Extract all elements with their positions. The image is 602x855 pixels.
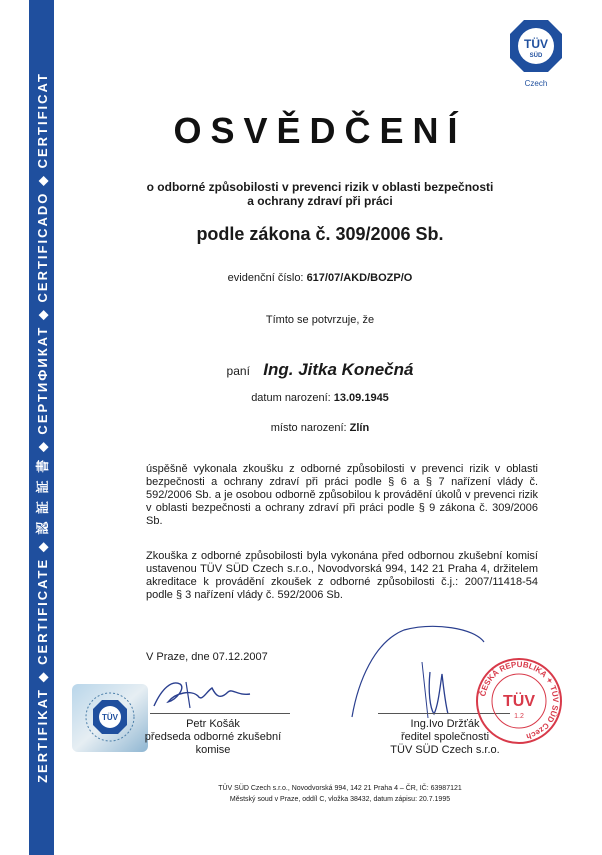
person-name: Ing. Jitka Konečná — [263, 360, 414, 379]
tuv-logo-icon — [508, 18, 564, 74]
certificate-title: OSVĚDČENÍ — [173, 110, 467, 151]
signatory-1-role-2: komise — [195, 744, 231, 756]
svg-text:TÜV: TÜV — [102, 713, 118, 722]
footer-registry: Městský soud v Praze, oddíl C, vložka 38432, datum zápisu: 20.7.1995 — [229, 796, 451, 803]
signatory-2-role: ředitel společnosti — [400, 731, 490, 743]
side-band-text: ZERTIFIKAT ◆ CERTIFICATE ◆ 認 証 証 書 ◆ СЕРТИФИКАТ ◆ CERTIFICADO ◆ CERTIFICAT — [35, 72, 50, 783]
signature-2-icon — [344, 622, 494, 722]
signatory-2-role-2: TÜV SÜD Czech s.r.o. — [390, 744, 500, 756]
subtitle-line-2: a ochrany zdraví při práci — [247, 194, 393, 208]
issue-date: V Praze, dne 07.12.2007 — [146, 651, 268, 663]
person-salutation: paní — [226, 364, 250, 378]
red-stamp-icon — [474, 656, 564, 746]
person — [60, 360, 580, 380]
signature-1-icon — [146, 674, 256, 714]
birth-date — [60, 392, 580, 404]
evidence-value: 617/07/AKD/BOZP/O — [306, 272, 413, 284]
logo-caption: Czech — [524, 79, 548, 88]
stamp-center: TÜV — [503, 693, 535, 710]
stamp-number: 1.2 — [514, 713, 524, 720]
stamp-ring-text: ČESKÁ REPUBLIKA ✦ TÜV SÜD Czech — [478, 659, 561, 742]
birth-label: datum narození: — [251, 392, 331, 404]
evidence-label: evidenční číslo: — [227, 272, 304, 284]
confirmation-text: Tímto se potvrzuje, že — [265, 314, 375, 326]
birth-value: 13.09.1945 — [333, 392, 389, 404]
logo-text: TÜV — [524, 37, 548, 51]
signatory-1 — [118, 718, 308, 757]
signatory-1-name: Petr Košák — [186, 718, 240, 730]
evidence-number — [60, 272, 580, 284]
signature-line-1 — [150, 713, 290, 714]
paragraph-exam-result: úspěšně vykonala zkoušku z odborné způsobilosti v prevenci rizik v oblasti bezpečnosti a ochrany zdraví při práci podle § 6 a § 7 nařízení vlády č. 592/2006 Sb. a je osobou odborně způsobilou k provádění úkolů v prevenci rizik v oblasti bezpečnosti a ochrany zdraví při práci podle § 9 zákona č. 309/2006 Sb. — [146, 463, 538, 527]
place-label: místo narození: — [270, 422, 347, 434]
law-reference: podle zákona č. 309/2006 Sb. — [196, 224, 444, 244]
place-value: Zlín — [349, 422, 370, 434]
signatory-1-role: předseda odborné zkušební — [144, 731, 282, 743]
paragraph-exam-commission: Zkouška z odborné způsobilosti byla vykonána před odbornou zkušební komisí ustavenou TÜV SÜD Czech s.r.o., Novodvorská 994, 142 21 Praha 4, držitelem akreditace k provádění zkoušek z odborné způsobilosti č.j.: 2007/11418-54 podle § 3 nařízení vlády č. 592/2006 Sb. — [146, 550, 538, 601]
birth-place — [60, 422, 580, 434]
footer-address: TÜV SÜD Czech s.r.o., Novodvorská 994, 142 21 Praha 4 – ČR, IČ: 63987121 — [218, 785, 462, 792]
signatory-2-name: Ing.Ivo Držťák — [410, 718, 480, 730]
subtitle-line-1: o odborné způsobilosti v prevenci rizik v oblasti bezpečnosti — [146, 180, 494, 194]
logo-sub: SÜD — [529, 53, 543, 59]
